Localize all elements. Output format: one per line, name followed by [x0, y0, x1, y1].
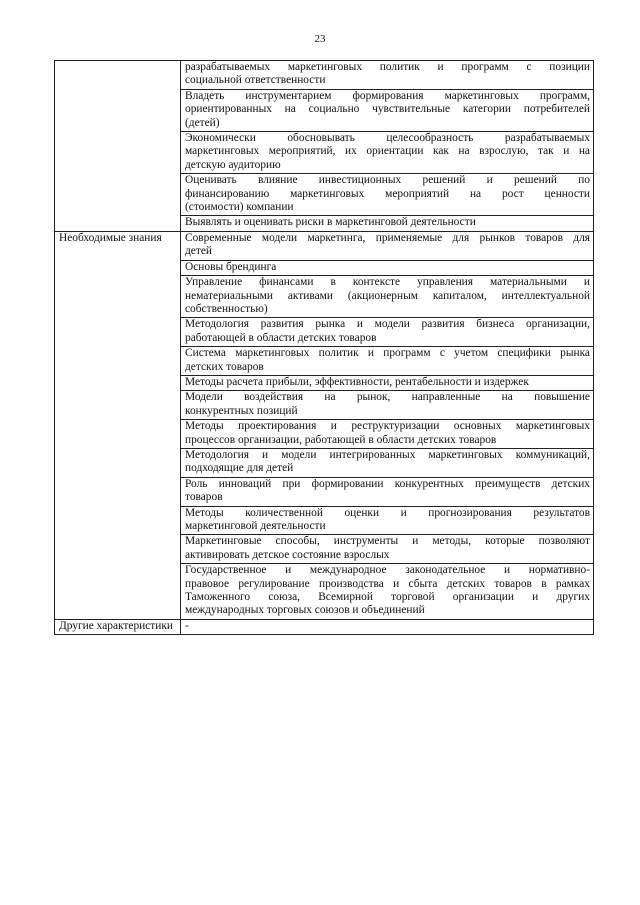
- row-content: [181, 347, 594, 376]
- content-line: Методы количественной оценки и прогнозирования результатов: [185, 506, 590, 519]
- content-line: маркетинговых мероприятий, их ориентации как на взрослую, так и на: [185, 145, 590, 158]
- row-content: [181, 276, 594, 318]
- content-line: Выявлять и оценивать риски в маркетинговой деятельности: [185, 216, 476, 229]
- content-line: Оценивать влияние инвестиционных решений и решений по: [185, 174, 590, 187]
- row-content: [181, 216, 594, 231]
- content-line: (стоимости) компании: [185, 201, 294, 214]
- row-content: [181, 375, 594, 390]
- row-content: [181, 477, 594, 506]
- row-content: [181, 174, 594, 216]
- content-line: финансированию маркетинговых мероприятий на рост ценности: [185, 187, 590, 200]
- content-line: активировать детское состояние взрослых: [185, 548, 390, 561]
- row-content: [181, 535, 594, 564]
- content-line: социальной ответственности: [185, 74, 326, 87]
- content-line: Таможенного союза, Всемирной торговой организации и других: [185, 591, 590, 604]
- content-line: Методы расчета прибыли, эффективности, рентабельности и издержек: [185, 375, 529, 388]
- content-line: Современные модели маркетинга, применяемые для рынков товаров для: [185, 231, 590, 244]
- row-label: Необходимые знания: [55, 231, 181, 619]
- content-line: Методология и модели интегрированных маркетинговых коммуникаций,: [185, 448, 590, 461]
- content-line: (детей): [185, 116, 220, 129]
- table-row: [55, 61, 594, 90]
- row-content: [181, 448, 594, 477]
- content-line: разрабатываемых маркетинговых политик и программ с позиции: [185, 61, 590, 73]
- row-content: [181, 318, 594, 347]
- content-line: Система маркетинговых политик и программ с учетом специфики рынка: [185, 347, 590, 360]
- row-content: [181, 260, 594, 275]
- row-content: [181, 420, 594, 449]
- content-line: детскую аудиторию: [185, 158, 281, 171]
- row-label: [55, 61, 181, 232]
- content-line: Управление финансами в контексте управления материальными и: [185, 276, 590, 289]
- row-content: [181, 564, 594, 620]
- row-content: [181, 619, 594, 634]
- row-content: [181, 132, 594, 174]
- content-line: работающей в области детских товаров: [185, 331, 377, 344]
- row-content: [181, 231, 594, 260]
- content-line: Роль инноваций при формировании конкурентных преимуществ детских: [185, 477, 590, 490]
- table-row: [55, 231, 594, 260]
- content-line: Методы проектирования и реструктуризации основных маркетинговых: [185, 420, 590, 433]
- content-line: товаров: [185, 491, 223, 504]
- content-line: детей: [185, 245, 212, 258]
- row-label: Другие характеристики: [55, 619, 181, 634]
- content-line: Государственное и международное законодательное и нормативно-: [185, 564, 590, 577]
- content-line: нематериальными активами (акционерным капиталом, интеллектуальной: [185, 289, 590, 302]
- content-line: ориентированных на социально чувствительные категории потребителей: [185, 103, 590, 116]
- content-line: детских товаров: [185, 360, 264, 373]
- content-line: маркетинговой деятельности: [185, 520, 326, 532]
- content-line: международных торговых союзов и объединений: [185, 604, 425, 617]
- row-content: [181, 506, 594, 535]
- content-line: Маркетинговые способы, инструменты и методы, которые позволяют: [185, 535, 590, 548]
- row-content: [181, 89, 594, 131]
- row-content: [181, 61, 594, 90]
- content-line: -: [185, 619, 189, 632]
- page-number: 23: [314, 33, 326, 45]
- content-line: правовое регулирование производства и сбыта детских товаров в рамках: [185, 577, 590, 590]
- content-line: Экономически обосновывать целесообразность разрабатываемых: [185, 132, 590, 145]
- content-line: Владеть инструментарием формирования маркетинговых программ,: [185, 89, 590, 102]
- content-line: Модели воздействия на рынок, направленные на повышение: [185, 391, 590, 404]
- content-line: конкурентных позиций: [185, 404, 298, 417]
- content-line: Основы брендинга: [185, 260, 277, 273]
- content-line: собственностью): [185, 302, 268, 315]
- requirements-table: [54, 60, 594, 635]
- row-content: [181, 391, 594, 420]
- content-line: Методология развития рынка и модели развития бизнеса организации,: [185, 318, 590, 331]
- content-line: подходящие для детей: [185, 462, 294, 475]
- content-line: процессов организации, работающей в области детских товаров: [185, 433, 497, 446]
- table-row: [55, 619, 594, 634]
